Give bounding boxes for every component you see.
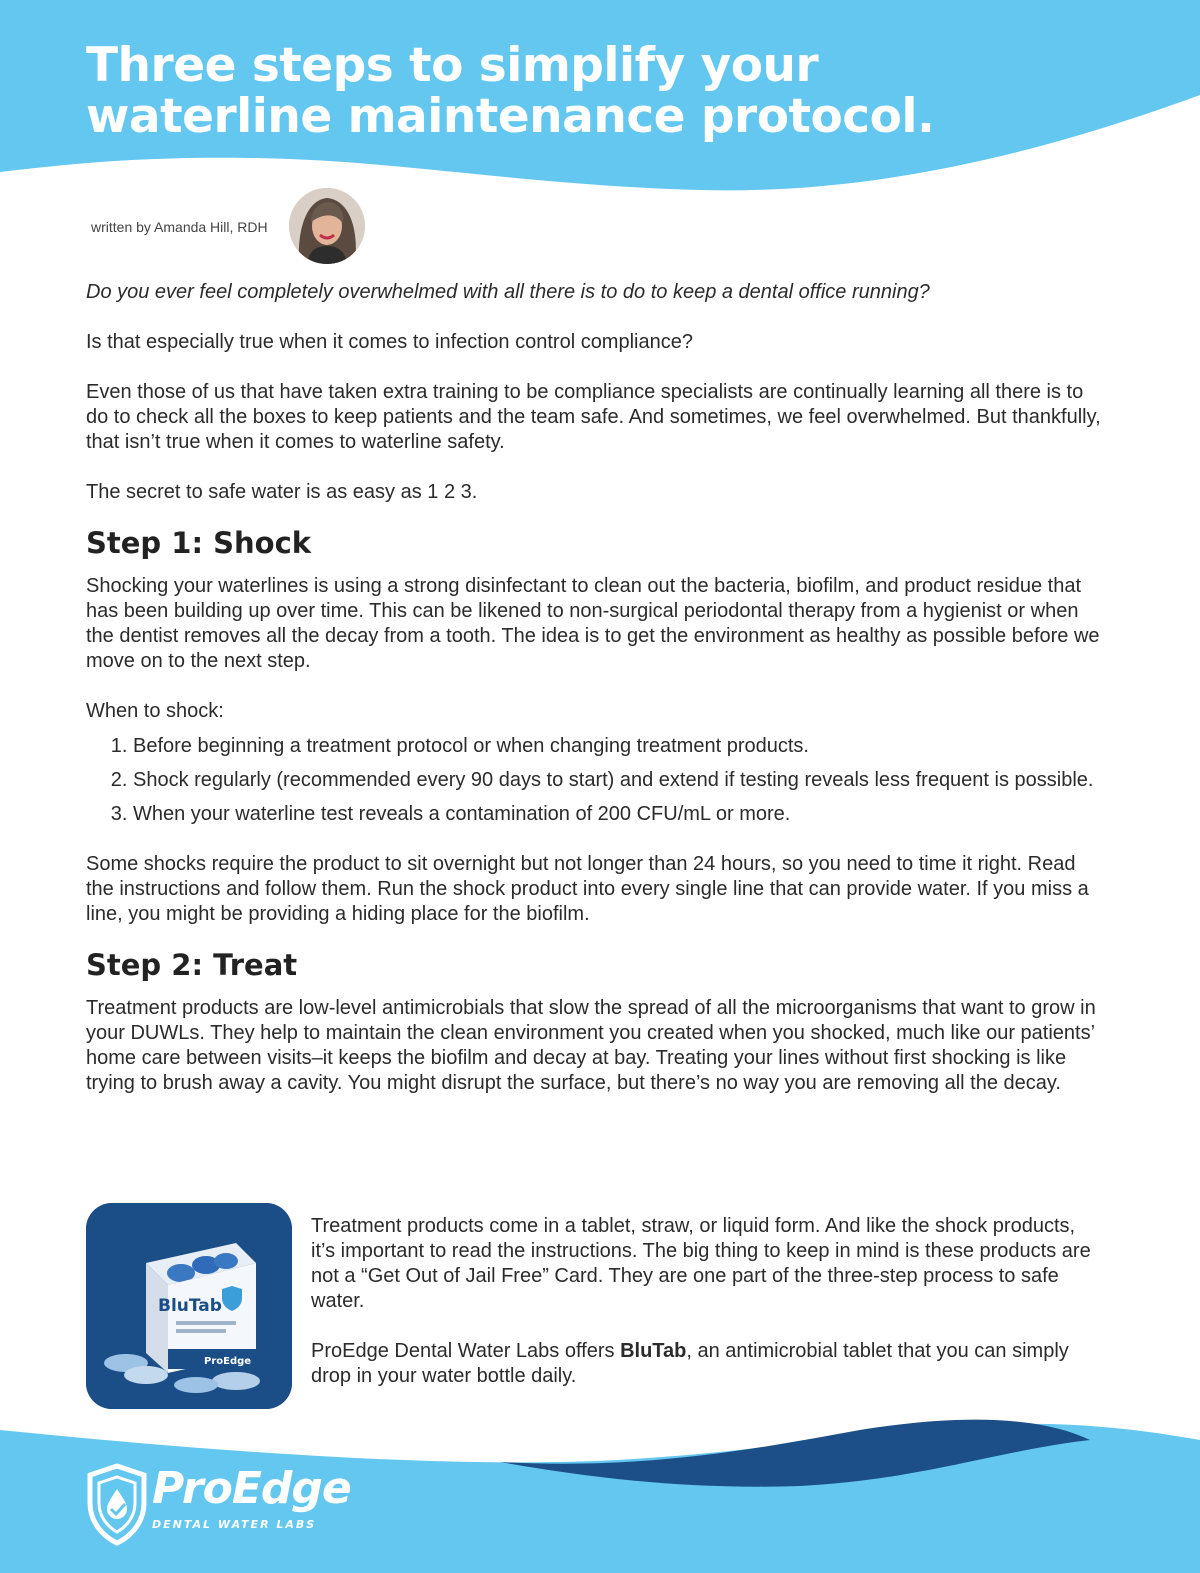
when-to-shock-label: When to shock: bbox=[86, 700, 224, 722]
list-item: 3. When your waterline test reveals a contamination of 200 CFU/mL or more. bbox=[133, 802, 1106, 827]
intro-question: Do you ever feel completely overwhelmed with all there is to do to keep a dental office running? bbox=[86, 281, 930, 303]
list-item: 1. Before beginning a treatment protocol or when changing treatment products. bbox=[133, 734, 1106, 759]
page-title bbox=[86, 40, 934, 142]
blutab-product-image bbox=[86, 1203, 292, 1409]
p3-after: , an antimicrobial tablet that you can simply drop in your water bottle daily. bbox=[311, 1340, 1069, 1387]
p3-before: ProEdge Dental Water Labs offers bbox=[311, 1340, 621, 1362]
list-item: 2. Shock regularly (recommended every 90 days to start) and extend if testing reveals less frequent is possible. bbox=[133, 768, 1106, 793]
when-to-shock-list bbox=[86, 734, 1106, 827]
title-line-2: waterline maintenance protocol. bbox=[86, 89, 935, 144]
step-1-paragraph-1: Shocking your waterlines is using a strong disinfectant to clean out the bacteria, biofilm, and product residue that has been building up over time. This can be likened to non-surgical periodontal therapy from a hygienist or when the dentist removes all the decay from a tooth. The idea is to get the environment as healthy as possible before we move on to the next step. bbox=[86, 575, 1100, 672]
step-2-heading: Step 2: Treat bbox=[86, 948, 298, 982]
intro-paragraph-4: The secret to safe water is as easy as 1 2 3. bbox=[86, 481, 478, 503]
blutab-box-brand: BluTab bbox=[158, 1296, 222, 1316]
intro-paragraph-3: Even those of us that have taken extra training to be compliance specialists are continually learning all there is to do to check all the boxes to keep patients and the team safe. And sometimes, we feel overwhelmed. But thankfully, that isn’t true when it comes to waterline safety. bbox=[86, 381, 1101, 453]
author-avatar bbox=[289, 188, 365, 264]
author-byline: written by Amanda Hill, RDH bbox=[91, 219, 268, 235]
proedge-logo bbox=[84, 1463, 374, 1547]
step-2-paragraph-3 bbox=[311, 1339, 1101, 1389]
step-1-paragraph-2: Some shocks require the product to sit overnight but not longer than 24 hours, so you need to time it right. Read the instructions and follow them. Run the shock product into every single line that can provide water. If you miss a line, you might be providing a hiding place for the biofilm. bbox=[86, 853, 1089, 925]
treatment-side-text bbox=[311, 1214, 1101, 1389]
intro-paragraph-2: Is that especially true when it comes to infection control compliance? bbox=[86, 331, 693, 353]
logo-subtitle: DENTAL WATER LABS bbox=[152, 1518, 317, 1531]
step-2-paragraph-1: Treatment products are low-level antimicrobials that slow the spread of all the microorganisms that want to grow in your DUWLs. They help to maintain the clean environment you created when you shocked, much like our patients’ home care between visits–it keeps the biofilm and decay at bay. Treating your lines without first shocking is like trying to brush away a cavity. You might disrupt the surface, but there’s no way you are removing all the decay. bbox=[86, 997, 1096, 1094]
blutab-box-maker: ProEdge bbox=[204, 1356, 252, 1367]
shield-icon bbox=[84, 1463, 150, 1547]
title-line-1: Three steps to simplify your bbox=[86, 38, 819, 93]
step-1-heading: Step 1: Shock bbox=[86, 526, 312, 560]
logo-wordmark: ProEdge bbox=[152, 1463, 351, 1514]
step-2-paragraph-2: Treatment products come in a tablet, straw, or liquid form. And like the shock products, it’s important to read the instructions. The big thing to keep in mind is these products are not a “Get Out of Jail Free” Card. They are one part of the three-step process to safe water. bbox=[311, 1215, 1091, 1312]
article-body bbox=[86, 280, 1106, 1096]
blutab-link-text: BluTab bbox=[620, 1340, 687, 1362]
